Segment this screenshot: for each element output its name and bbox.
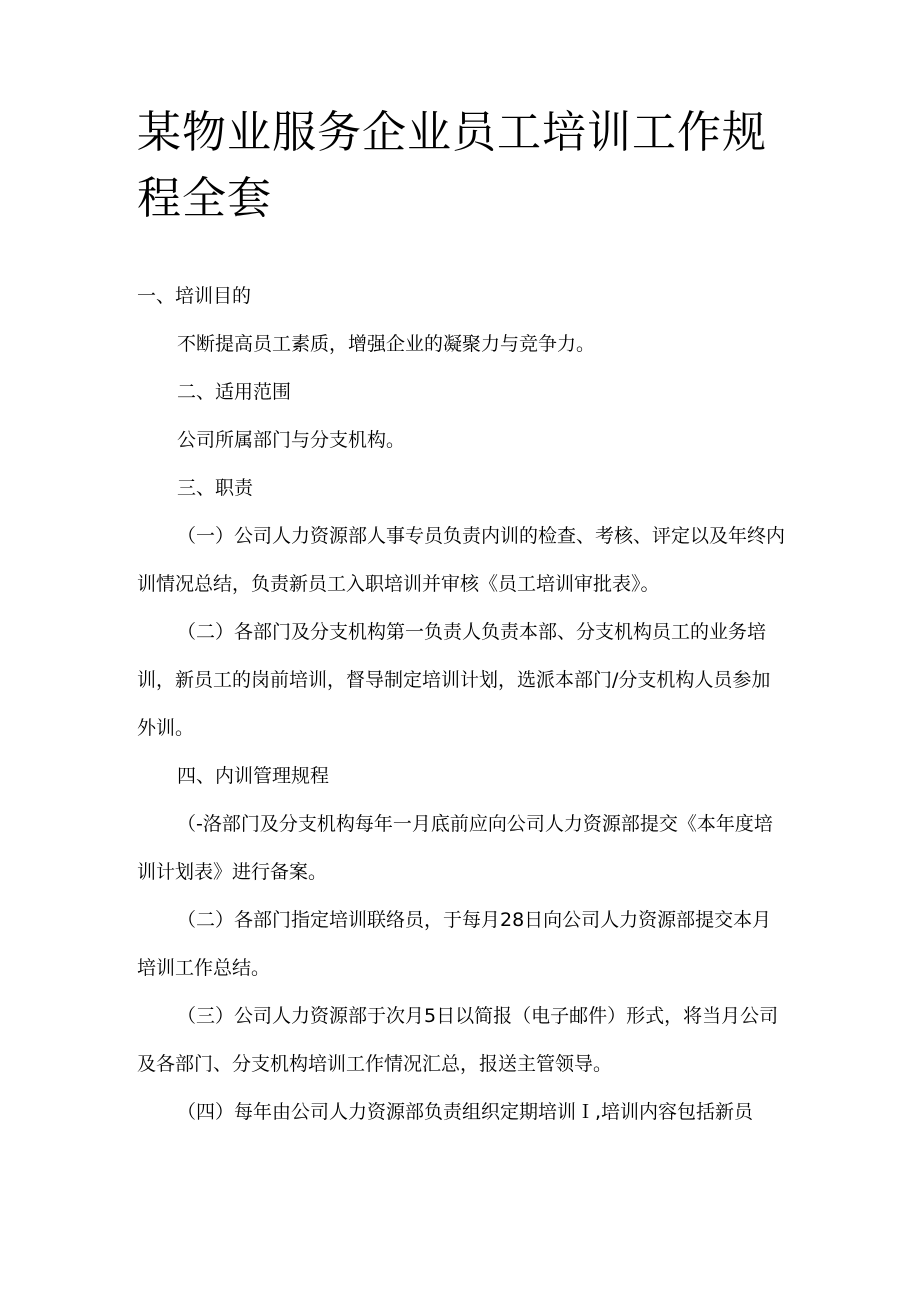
paragraph-rule-1: （-洛部门及分支机构每年一月底前应向公司人力资源部提交《本年度培训计划表》进行备案。 xyxy=(137,813,773,883)
paragraph-scope: 公司所属部门与分支机构。 xyxy=(177,429,406,451)
paragraph-rule-4: （四）每年由公司人力资源部负责组织定期培训Ｉ,培训内容包括新员 xyxy=(177,1101,754,1123)
section-heading-internal-training: 四、内训管理规程 xyxy=(177,765,330,787)
section-heading-scope: 二、适用范围 xyxy=(177,381,292,403)
paragraph-rule-2: （二）各部门指定培训联络员，于每月28日向公司人力资源部提交本月培训工作总结。 xyxy=(137,909,772,979)
document-body xyxy=(137,272,787,1136)
paragraph-duty-1: （一）公司人力资源部人事专员负责内训的检查、考核、评定以及年终内训情况总结，负责新员工入职培训并审核《员工培训审批表》。 xyxy=(137,525,786,595)
document-title: 某物业服务企业员工培训工作规程全套 xyxy=(137,107,767,224)
paragraph-duty-2: （二）各部门及分支机构第一负责人负责本部、分支机构员工的业务培训，新员工的岗前培训，督导制定培训计划，选派本部门/分支机构人员参加外训。 xyxy=(137,621,771,739)
paragraph-purpose: 不断提高员工素质，增强企业的凝聚力与竞争力。 xyxy=(177,333,596,355)
section-heading-purpose: 一、培训目的 xyxy=(137,285,252,307)
section-heading-duties: 三、职责 xyxy=(177,477,254,499)
paragraph-rule-3: （三）公司人力资源部于次月5日以简报（电子邮件）形式，将当月公司及各部门、分支机构培训工作情况汇总，报送主管领导。 xyxy=(137,1005,779,1075)
